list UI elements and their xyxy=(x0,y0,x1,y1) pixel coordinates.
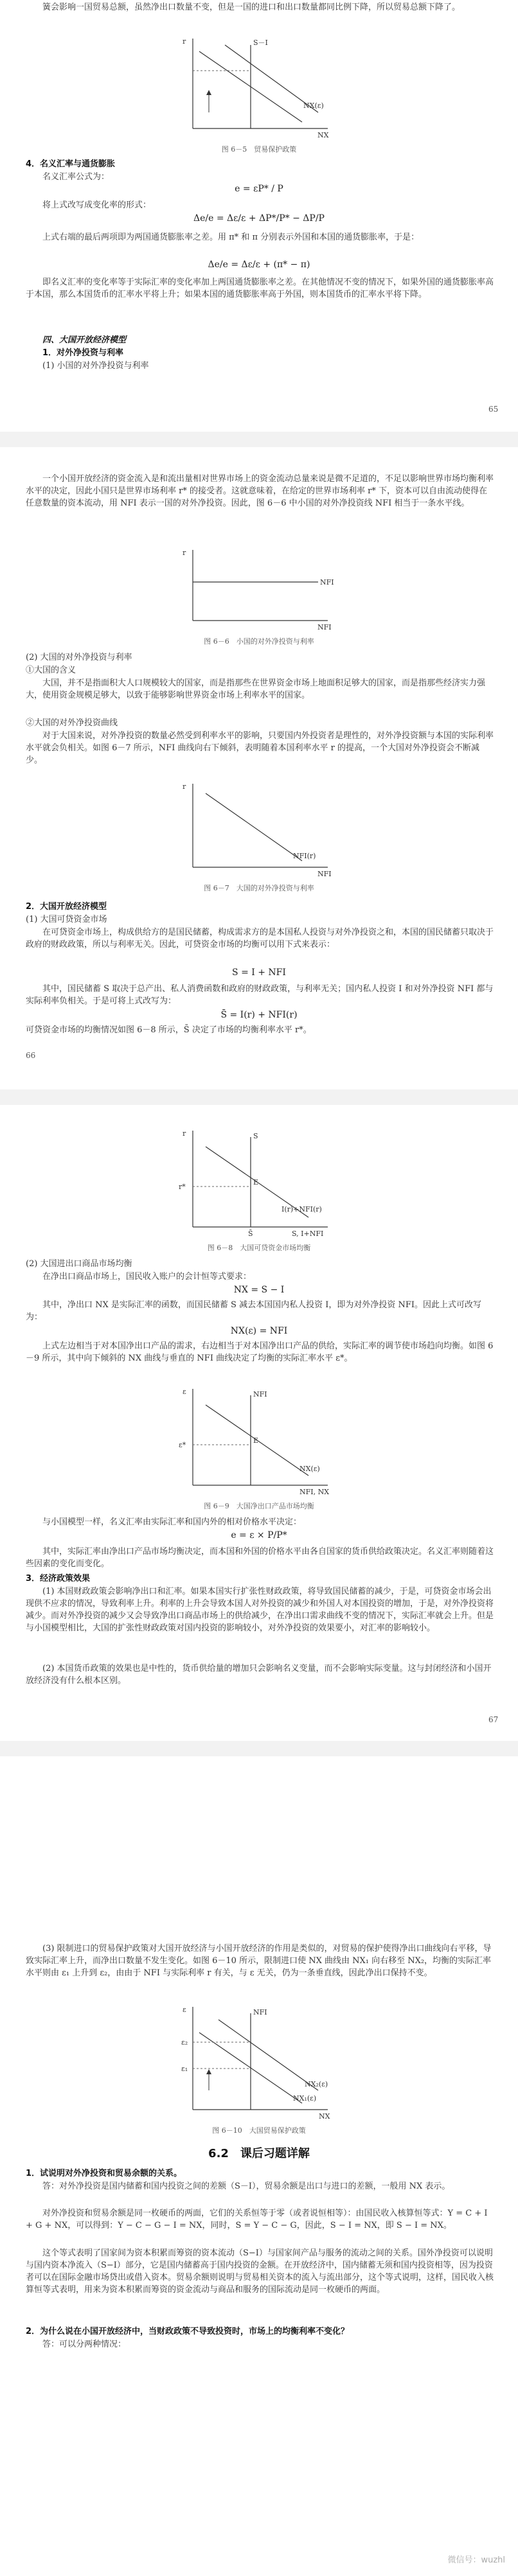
equation: NX = S − I xyxy=(233,1285,285,1295)
y-axis-label: r xyxy=(183,549,186,557)
text-line: (2) 大国的对外净投资与利率 xyxy=(26,653,132,662)
page-68 xyxy=(0,1756,518,2576)
arrowhead xyxy=(206,90,211,95)
text-line: 将上式改写成变化率的形式： xyxy=(42,200,152,210)
answer-paragraph: 答：可以分两种情况： xyxy=(42,2340,127,2349)
equation: e = ε × P/P* xyxy=(231,1530,287,1540)
figure-caption: 图 6－10 大国贸易保护政策 xyxy=(212,2126,306,2135)
figure-caption: 图 6－6 小国的对外净投资与利率 xyxy=(204,637,314,646)
nfi-label: NFI(r) xyxy=(293,852,316,860)
text-line: ②大国的对外净投资曲线 xyxy=(26,718,118,728)
y-axis-label: ε xyxy=(183,2006,186,2014)
page-66-top xyxy=(0,447,518,897)
x-axis-label: NX xyxy=(317,131,329,139)
paragraph: 对于大国来说，对外净投资的数量必然受到利率水平的影响，只要国内外投资者是理性的，对外净投资额与本国的实际利率水平就会负相关。如图 6－7 所示，NFI 曲线向右下倾斜，表明随着本国利率水平 r 的提高，一个大国对外净投资会不断减少。 xyxy=(26,731,494,765)
paragraph: 上式左边相当于对本国净出口产品的需求，右边相当于对本国净出口产品的供给，实际汇率的调节使市场趋向均衡。如图 6－9 所示，其中向下倾斜的 NX 曲线与垂直的 NFI 曲线决定了均衡的实际汇率水平 ε*。 xyxy=(26,1341,494,1363)
text-line: 名义汇率公式为： xyxy=(42,172,110,182)
x-axis-label: NFI, NX xyxy=(299,1488,330,1496)
nfi-label: NFI xyxy=(253,1390,267,1398)
figure-caption: 图 6－5 贸易保护政策 xyxy=(221,145,297,154)
figure-6-5 xyxy=(174,32,341,141)
equation: Δe/e = Δε/ε + ΔP*/P* − ΔP/P xyxy=(193,213,325,224)
page-number: 67 xyxy=(488,1715,499,1724)
r-star-label: r* xyxy=(179,1183,186,1191)
page-gap xyxy=(0,1741,518,1756)
x-axis-label: S, I+NFI xyxy=(292,1230,324,1238)
x-axis-label: NFI xyxy=(317,870,332,878)
y-axis-label: r xyxy=(183,37,186,46)
paragraph: 与小国模型一样，名义汇率由实际汇率和国内外的相对价格水平决定： xyxy=(42,1517,302,1527)
y-axis-label: ε xyxy=(183,1388,186,1396)
nfi-label: NFI xyxy=(320,578,334,587)
answer-paragraph: 对外净投资和贸易余额是同一枚硬币的两面，它们的关系恒等于零（或者说恒相等）：由国民收入核算恒等式：Y = C + I + G + NX，可以得到：Y − C − G − I = NX，同时，S = Y − C − G，因此，S − I = NX，即 S − I = NX。 xyxy=(26,2209,488,2230)
paragraph: (3) 限制进口的贸易保护政策对大国开放经济与小国开放经济的作用是类似的，对贸易的保护使得净出口曲线向右平移，导致实际汇率上升，而净出口数量不发生变化。如图 6－10 所示，限制进口使 NX 曲线由 NX₁ 向右移至 NX₂，均衡的实际汇率水平则由 ε₁ 上升到 ε₂，由由于 NFI 与实际利率 r 有关，与 ε 无关，仍为一条垂直线，因此净出口保持不变。 xyxy=(26,1944,492,1978)
section-heading: 4．名义汇率与通货膨胀 xyxy=(26,159,116,169)
paragraph: 簧会影响一国贸易总额，虽然净出口数量不变，但是一国的进口和出口数量都同比例下降，所以贸易总额下降了。 xyxy=(42,3,461,12)
paragraph: 上式右端的最后两项即为两国通货膨胀率之差。用 π* 和 π 分别表示外国和本国的通货膨胀率，于是： xyxy=(42,233,420,242)
s-label: S xyxy=(253,1132,258,1140)
paragraph: (1) 本国财政政策会影响净出口和汇率。如果本国实行扩张性财政政策，将导致国民储蓄的减少，于是，可贷资金市场会出现供不应求的情况，导致利率上升。利率的上升会导致本国人对外投资的减少和外国人对本国投资的增加，于是，对外净投资将减少。而对外净投资的减少又会导致净出口商品市场上的供给减少，在净出口需求曲线不变的情况下，实际汇率就会上升。但是与小国模型相比，大国的扩张性财政政策对国内投资的影响较小，对外净投资的效果要小，对汇率的影响较小。 xyxy=(26,1587,494,1633)
equation: NX(ε) = NFI xyxy=(230,1326,288,1336)
page-gap xyxy=(0,432,518,447)
equation: Δe/e = Δε/ε + (π* − π) xyxy=(208,260,310,270)
text-line: (1) 大国可贷资金市场 xyxy=(26,915,107,924)
e2-label: ε₂ xyxy=(181,2038,188,2047)
nx-label: NX(ε) xyxy=(299,1465,320,1473)
page-number: 65 xyxy=(488,405,499,414)
nx-label: NX(ε) xyxy=(303,101,324,110)
figure-caption: 图 6－8 大国可贷资金市场均衡 xyxy=(207,1244,311,1252)
equation: S̄ = I(r) + NFI(r) xyxy=(220,1010,298,1020)
page-67 xyxy=(0,1105,518,1741)
watermark: 微信号：wuzhl xyxy=(447,2555,505,2565)
figure-caption: 图 6－7 大国的对外净投资与利率 xyxy=(204,884,314,892)
text-line: ①大国的含义 xyxy=(26,666,76,675)
subsection-heading: 2．大国开放经济模型 xyxy=(26,902,107,912)
equilibrium-label: E xyxy=(253,1436,259,1445)
paragraph: 在净出口商品市场上，国民收入账户的会计恒等式要求： xyxy=(42,1272,252,1282)
paragraph: 其中，净出口 NX 是实际汇率的函数，而国民储蓄 S 减去本国国内私人投资 I，即为对外净投资 NFI。因此上式可改写为： xyxy=(26,1300,481,1322)
answer-paragraph: 这个等式表明了国家间为资本积累而筹资的资本流动（S−I）与国家间产品与服务的流动之间的关系。国外净投资可以说明与国内资本净流入（S−I）部分，它是国内储蓄高于国内投资的金额。在开放经济中，国内储蓄无须和国内投资相等，因为投资者可以在国际金融市场贷出或借入资本。贸易余额则说明与贸易相关资本的流入与流出部分，这个等式说明，这样，国民收入核算恒等式表明，用来为资本积累而筹资的资金流动与商品和服务的国际流动是同一枚硬币的两面。 xyxy=(26,2248,494,2295)
section-title: 6.2 课后习题详解 xyxy=(208,2147,310,2160)
figure-6-8 xyxy=(174,1124,341,1240)
paragraph: 即名义汇率的变化率等于实际汇率的变化率加上两国通货膨胀率之差。在其他情况不变的情况下，如果外国的通货膨胀率高于本国，那么本国货币的汇率水平将上升；如果本国的通货膨胀率高于外国，则本国货币的汇率水平将下降。 xyxy=(26,278,494,299)
demand-label: I(r)+NFI(r) xyxy=(281,1205,322,1213)
s-i-label: S－I xyxy=(253,39,268,47)
nx1-label: NX₁(ε) xyxy=(293,2094,317,2103)
equation: S = I + NFI xyxy=(232,967,286,978)
subsection-heading: 3．经济政策效果 xyxy=(26,1574,91,1584)
paragraph: 其中，国民储蓄 S 取决于总产出、私人消费函数和政府的财政政策，与利率无关；国内私人投资 I 和对外净投资 NFI 都与实际利率负相关。于是可将上式改写为： xyxy=(26,984,494,1006)
y-axis-label: r xyxy=(183,782,186,791)
paragraph: 大国，并不是指面积大人口规模较大的国家，而是指那些在世界资金市场上地面积足够大的国家，而是指那些经济实力强大，使用资金规模足够大，以致于能够影响世界资金市场上利率水平的国家。 xyxy=(26,678,486,700)
x-axis-label: NFI xyxy=(317,623,332,631)
s-bar-label: S̄ xyxy=(248,1230,253,1238)
nfi-curve xyxy=(206,793,302,861)
text-line: (1) 小国的对外净投资与利率 xyxy=(42,361,149,371)
figure-6-7 xyxy=(174,777,341,880)
page-number: 66 xyxy=(26,1051,36,1060)
subsection-heading: 1．对外净投资与利率 xyxy=(42,348,124,358)
page-65 xyxy=(0,0,518,432)
figure-6-10 xyxy=(174,2000,341,2122)
page-66-bottom xyxy=(0,897,518,1090)
paragraph: (2) 本国货币政策的效果也是中性的，货币供给量的增加只会影响名义变量，而不会影响实际变量。这与封闭经济和小国开放经济没有什么根本区别。 xyxy=(26,1664,492,1686)
text-line: (2) 大国进出口商品市场均衡 xyxy=(26,1259,132,1269)
question: 2．为什么说在小国开放经济中，当财政政策不导致投资时，市场上的均衡利率不变化？ xyxy=(26,2327,350,2336)
epsilon-star-label: ε* xyxy=(179,1441,186,1449)
question: 1．试说明对外净投资和贸易余额的关系。 xyxy=(26,2169,183,2178)
y-axis-label: r xyxy=(183,1129,186,1138)
e1-label: ε₁ xyxy=(181,2065,188,2073)
equation: e = εP* / P xyxy=(235,184,283,194)
figure-6-9 xyxy=(174,1382,341,1498)
nx2-label: NX₂(ε) xyxy=(305,2080,328,2088)
paragraph: 其中，实际汇率由净出口产品市场均衡决定，而本国和外国的价格水平由各自国家的货币供给政策决定。名义汇率则随着这些因素的变化而变化。 xyxy=(26,1547,494,1569)
figure-caption: 图 6－9 大国净出口产品市场均衡 xyxy=(204,1502,314,1510)
nfi-label: NFI xyxy=(253,2008,267,2016)
answer-paragraph: 答：对外净投资是国内储蓄和国内投资之间的差额（S－I），贸易余额是出口与进口的差额，一般用 NX 表示。 xyxy=(42,2182,451,2191)
equilibrium-label: E xyxy=(253,1178,259,1187)
x-axis-label: NX xyxy=(319,2112,330,2121)
arrowhead xyxy=(206,2069,211,2074)
paragraph: 在可贷资金市场上，构成供给方的是国民储蓄，构成需求方的是本国私人投资与对外净投资之和，本国的国民储蓄只取决于政府的财政政策，所以与利率无关。因此，可贷资金市场的均衡可以用下式来表示： xyxy=(26,928,494,949)
section-heading: 四、大国开放经济模型 xyxy=(42,335,127,345)
figure-6-6 xyxy=(174,543,341,633)
paragraph: 一个小国开放经济的资金流入是和流出量相对世界市场上的资金流动总量来说是微不足道的，不足以影响世界市场均衡利率水平的决定，因此小国只是世界市场利率 r* 的接受者。这就意味着，在给定的世界市场利率 r* 下，资本可以自由流动使得在任意数量的资本流动，用 NFI 表示一国的对外净投资。因此，图 6－6 中小国的对外净投资线 NFI 相当于一条水平线。 xyxy=(26,474,494,508)
page-gap xyxy=(0,1090,518,1105)
text-line: 可贷资金市场的均衡情况如图 6－8 所示，S̄ 决定了市场的均衡利率水平 r*。 xyxy=(26,1025,312,1035)
